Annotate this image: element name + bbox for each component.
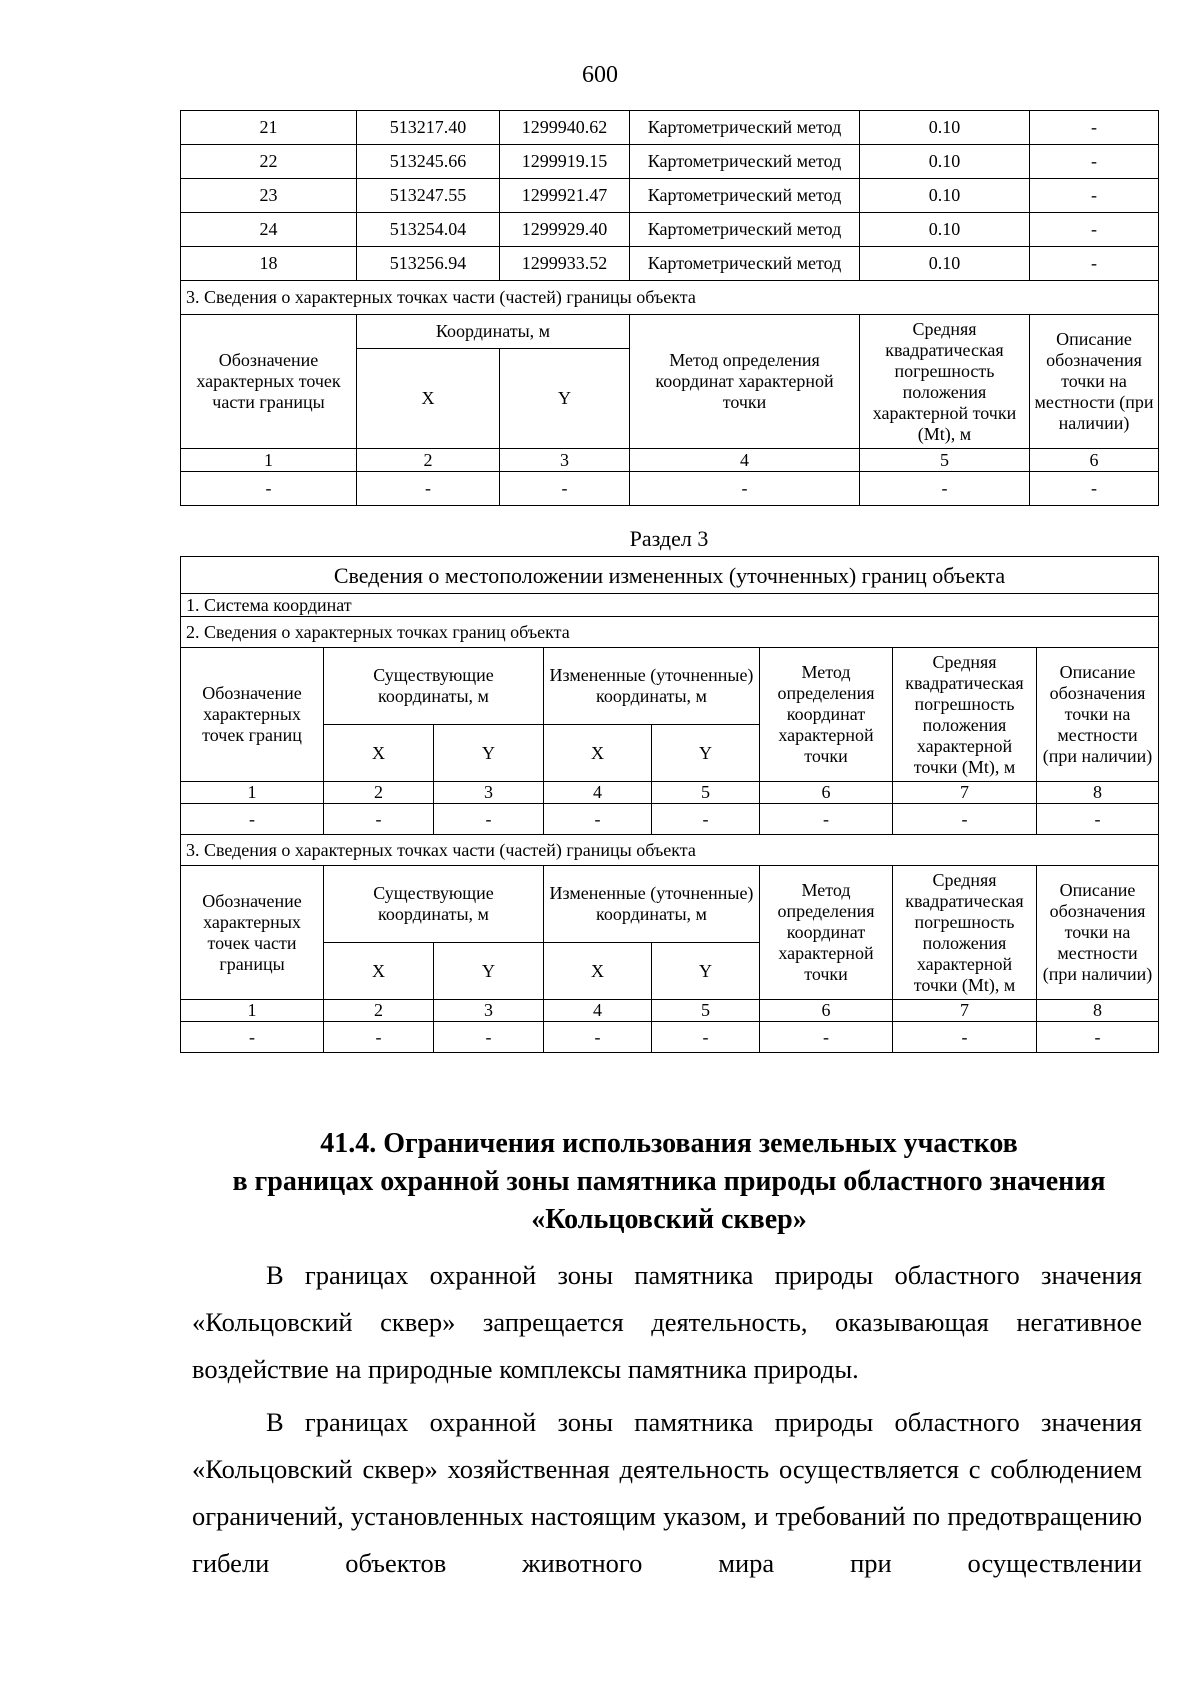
header-mt: Средняя квадратическая погрешность положения характерной точки (Mt), м bbox=[860, 315, 1030, 449]
header-existing: Существующие координаты, м bbox=[324, 648, 544, 725]
header-changed: Измененные (уточненные) координаты, м bbox=[544, 648, 760, 725]
header-changed: Измененные (уточненные) координаты, м bbox=[544, 866, 760, 943]
table-row: 18 513256.94 1299933.52 Картометрический метод 0.10 - bbox=[181, 247, 1159, 281]
table-title: Сведения о местоположении измененных (уточненных) границ объекта bbox=[181, 557, 1159, 594]
header-existing: Существующие координаты, м bbox=[324, 866, 544, 943]
section-title: 3. Сведения о характерных точках части (частей) границы объекта bbox=[181, 835, 1159, 866]
header-designation: Обозначение характерных точек части границы bbox=[181, 866, 324, 1000]
section-title: 3. Сведения о характерных точках части (частей) границы объекта bbox=[181, 281, 1159, 315]
header-desc: Описание обозначения точки на местности (при наличии) bbox=[1030, 315, 1159, 449]
section-heading: 41.4. Ограничения использования земельных участков в границах охранной зоны памятника природы областного значения «Кольцовский сквер» bbox=[232, 1128, 1106, 1235]
header-desc: Описание обозначения точки на местности (при наличии) bbox=[1037, 648, 1159, 782]
header-mt: Средняя квадратическая погрешность положения характерной точки (Mt), м bbox=[893, 648, 1037, 782]
header-x: X bbox=[544, 943, 652, 1000]
header-mt: Средняя квадратическая погрешность положения характерной точки (Mt), м bbox=[893, 866, 1037, 1000]
header-designation: Обозначение характерных точек границ bbox=[181, 648, 324, 782]
header-y: Y bbox=[652, 943, 760, 1000]
table-row: 24 513254.04 1299929.40 Картометрический метод 0.10 - bbox=[181, 213, 1159, 247]
table-row: - - - - - - - - bbox=[181, 804, 1159, 835]
header-x: X bbox=[357, 349, 500, 449]
header-x: X bbox=[324, 725, 434, 782]
paragraph: В границах охранной зоны памятника природы областного значения «Кольцовский сквер» хозяйственная деятельность осуществляется с соблюдением ограничений, установленных настоящим указом, и требований по предотвращению гибели объектов животного мира при осуществлении bbox=[192, 1407, 1142, 1578]
header-x: X bbox=[544, 725, 652, 782]
section-title: 2. Сведения о характерных точках границ объекта bbox=[181, 617, 1159, 648]
paragraph: В границах охранной зоны памятника природы областного значения «Кольцовский сквер» запрещается деятельность, оказывающая негативное воздействие на природные комплексы памятника природы. bbox=[192, 1260, 1142, 1384]
header-designation: Обозначение характерных точек части границы bbox=[181, 315, 357, 449]
header-coords: Координаты, м bbox=[357, 315, 630, 349]
page-number: 600 bbox=[582, 62, 618, 88]
boundary-points-table: 21 513217.40 1299940.62 Картометрический метод 0.10 - 22 513245.66 1299919.15 Картометрический метод 0.10 - 23 513247.55 1299921.47 Картометрический метод 0.10 - 24 513254.04 1299929.40 Картометрический метод 0.10 - 18 513256.94 1299933.52 Картометрический метод 0.10 - 3. Сведения о характерных точках части (частей) границы объекта Обозначение характерных точек части границы Координаты, м Метод определения координат характерной точки Средняя квадратическая погрешность положения характерной точки (Mt), м Описание обозначения точки на местности (при наличии) X Y 1 2 3 4 5 6 - - - - - - bbox=[180, 110, 1159, 506]
section-title: 1. Система координат bbox=[181, 594, 1159, 617]
table-row: 22 513245.66 1299919.15 Картометрический метод 0.10 - bbox=[181, 145, 1159, 179]
header-y: Y bbox=[500, 349, 630, 449]
header-method: Метод определения координат характерной точки bbox=[630, 315, 860, 449]
header-method: Метод определения координат характерной точки bbox=[760, 648, 893, 782]
header-desc: Описание обозначения точки на местности (при наличии) bbox=[1037, 866, 1159, 1000]
header-y: Y bbox=[434, 725, 544, 782]
header-x: X bbox=[324, 943, 434, 1000]
table-row: 21 513217.40 1299940.62 Картометрический метод 0.10 - bbox=[181, 111, 1159, 145]
header-y: Y bbox=[652, 725, 760, 782]
table-row: - - - - - - bbox=[181, 472, 1159, 506]
table-row: 23 513247.55 1299921.47 Картометрический метод 0.10 - bbox=[181, 179, 1159, 213]
section-heading: Раздел 3 bbox=[629, 526, 709, 551]
header-y: Y bbox=[434, 943, 544, 1000]
header-method: Метод определения координат характерной точки bbox=[760, 866, 893, 1000]
body-text bbox=[192, 1252, 1142, 1593]
changed-boundaries-table: Сведения о местоположении измененных (уточненных) границ объекта 1. Система координат 2. Сведения о характерных точках границ объекта Обозначение характерных точек границ Существующие координаты, м Измененные (уточненные) координаты, м Метод определения координат характерной точки Средняя квадратическая погрешность положения характерной точки (Mt), м Описание обозначения точки на местности (при наличии) X Y X Y 1 2 3 4 5 6 7 8 - - - - - - - - 3. Сведения о характерных точках части (частей) границы объекта Обозначение характерных точек части границы Существующие координаты, м Измененные (уточненные) координаты, м Метод определения координат характерной точки Средняя квадратическая погрешность положения характерной точки (Mt), м Описание обозначения точки на местности (при наличии) X Y X Y 1 2 3 4 5 6 7 8 - - - - - - - - bbox=[180, 556, 1159, 1053]
table-row: - - - - - - - - bbox=[181, 1022, 1159, 1053]
